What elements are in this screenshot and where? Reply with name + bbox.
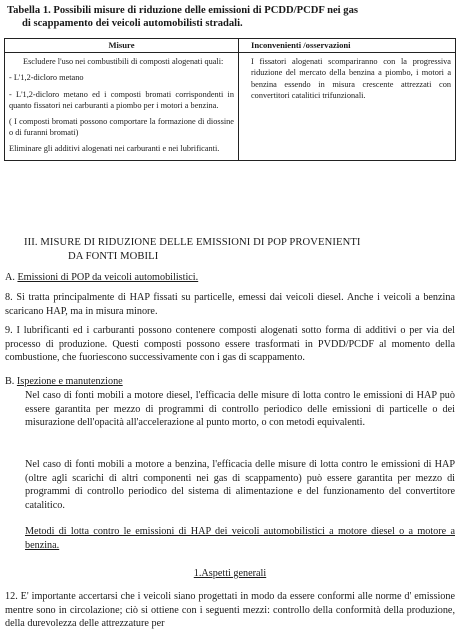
paragraph-11-num xyxy=(5,458,25,472)
section-B-title: Ispezione e manutenzione xyxy=(16,376,123,387)
subsection-1-title: 1.Aspetti generali xyxy=(193,568,267,579)
table-header-row xyxy=(5,39,456,53)
section-C-title: Metodi di lotta contro le emissioni di HAP dei veicoli automobilistici a motore diesel o a motore a benzina. xyxy=(25,526,455,551)
table-row xyxy=(5,53,456,160)
paragraph-12-text: 12. E' importante accertarsi che i veicoli siano progettati in modo da essere conformi alle norme d' emissione mentre sono in circolazione; ciò si ottiene con i seguenti mezzi: controllo della conformità della produzione, della durevolezza delle attrezzature per xyxy=(5,591,455,630)
section-III-heading xyxy=(24,236,444,264)
section-C-label xyxy=(5,525,25,539)
header-misure: Misure xyxy=(5,39,239,53)
paragraph-10 xyxy=(5,389,455,430)
section-B-label: B. xyxy=(5,376,15,387)
paragraph-10-text: Nel caso di fonti mobili a motore diesel, l'efficacia delle misure di lotta contro le emissioni di HAP può essere garantita per mezzo di programmi di controllo periodico delle emissioni di particelle o dei misurazione dell'opacità all'accelerazione al punto morto, o con metodi equivalenti. xyxy=(25,390,455,429)
section-C-heading xyxy=(5,525,455,552)
caption-line-2: di scappamento dei veicoli automobilisti stradali. xyxy=(22,18,243,29)
measures-table xyxy=(4,38,456,161)
misure-item-1: - L'1,2-dicloro metano xyxy=(9,73,84,83)
table-caption xyxy=(7,4,455,30)
section-B-heading xyxy=(5,375,455,389)
paragraph-10-num xyxy=(5,389,25,403)
paragraph-11 xyxy=(5,458,455,512)
paragraph-9-text: 9. I lubrificanti ed i carburanti possono contenere composti alogenati sotto forma di additivi o per via del processo di produzione. Questi composti possono essere trasformati in PVDD/PCDF al momento della combustione, che fuoriescono successivamente con i gas di scappamento. xyxy=(5,325,455,364)
section-A-title: Emissioni di POP da veicoli automobilistici. xyxy=(17,272,199,283)
section-A-label: A. xyxy=(5,272,15,283)
subsection-1-heading xyxy=(5,567,455,581)
osservazioni-cell xyxy=(239,53,456,160)
misure-item-2: - L'1,2-dicloro metano ed i composti bromati corrispondenti in quanto fissatori nei carburanti a piombo per i motori a benzina. xyxy=(9,89,234,110)
paragraph-9 xyxy=(5,324,455,365)
misure-eliminate: Eliminare gli additivi alogenati nei carburanti e nei lubrificanti. xyxy=(9,144,220,154)
osservazioni-text: I fissatori alogenati scompariranno con la progressiva riduzione del mercato della benzina a piombo, i motori a benzina essendo in misura crescente attrezzati con convertitori catalitici trifunzionali. xyxy=(251,57,451,100)
paragraph-11-text: Nel caso di fonti mobili a motore a benzina, l'efficacia delle misure di lotta contro le emissioni di HAP (oltre agli scarichi di altri componenti nei gas di scappamento) può essere garantita per mezzo di programmi di controllo periodico del sistema di alimentazione e del funzionamento del convertitore catalitico. xyxy=(25,459,455,511)
paragraph-8-text: 8. Si tratta principalmente di HAP fissati su particelle, emessi dai veicoli diesel. Anche i veicoli a benzina scaricano HAP, ma in misura minore. xyxy=(5,292,455,317)
paragraph-8 xyxy=(5,291,455,318)
header-inconvenienti: Inconvenienti /osservazioni xyxy=(239,39,456,53)
caption-line-1: Tabella 1. Possibili misure di riduzione delle emissioni di PCDD/PCDF nei gas xyxy=(7,5,358,16)
section-III-line-1: III. MISURE DI RIDUZIONE DELLE EMISSIONI DI POP PROVENIENTI xyxy=(24,237,361,248)
section-III-line-2: DA FONTI MOBILI xyxy=(68,251,159,262)
misure-note: ( I composti bromati possono comportare la formazione di diossine o di furanni bromati) xyxy=(9,117,234,138)
paragraph-12 xyxy=(5,590,455,631)
section-A-heading xyxy=(5,271,455,285)
misure-cell xyxy=(5,53,239,160)
misure-intro: Escludere l'uso nei combustibili di composti alogenati quali: xyxy=(23,57,224,67)
